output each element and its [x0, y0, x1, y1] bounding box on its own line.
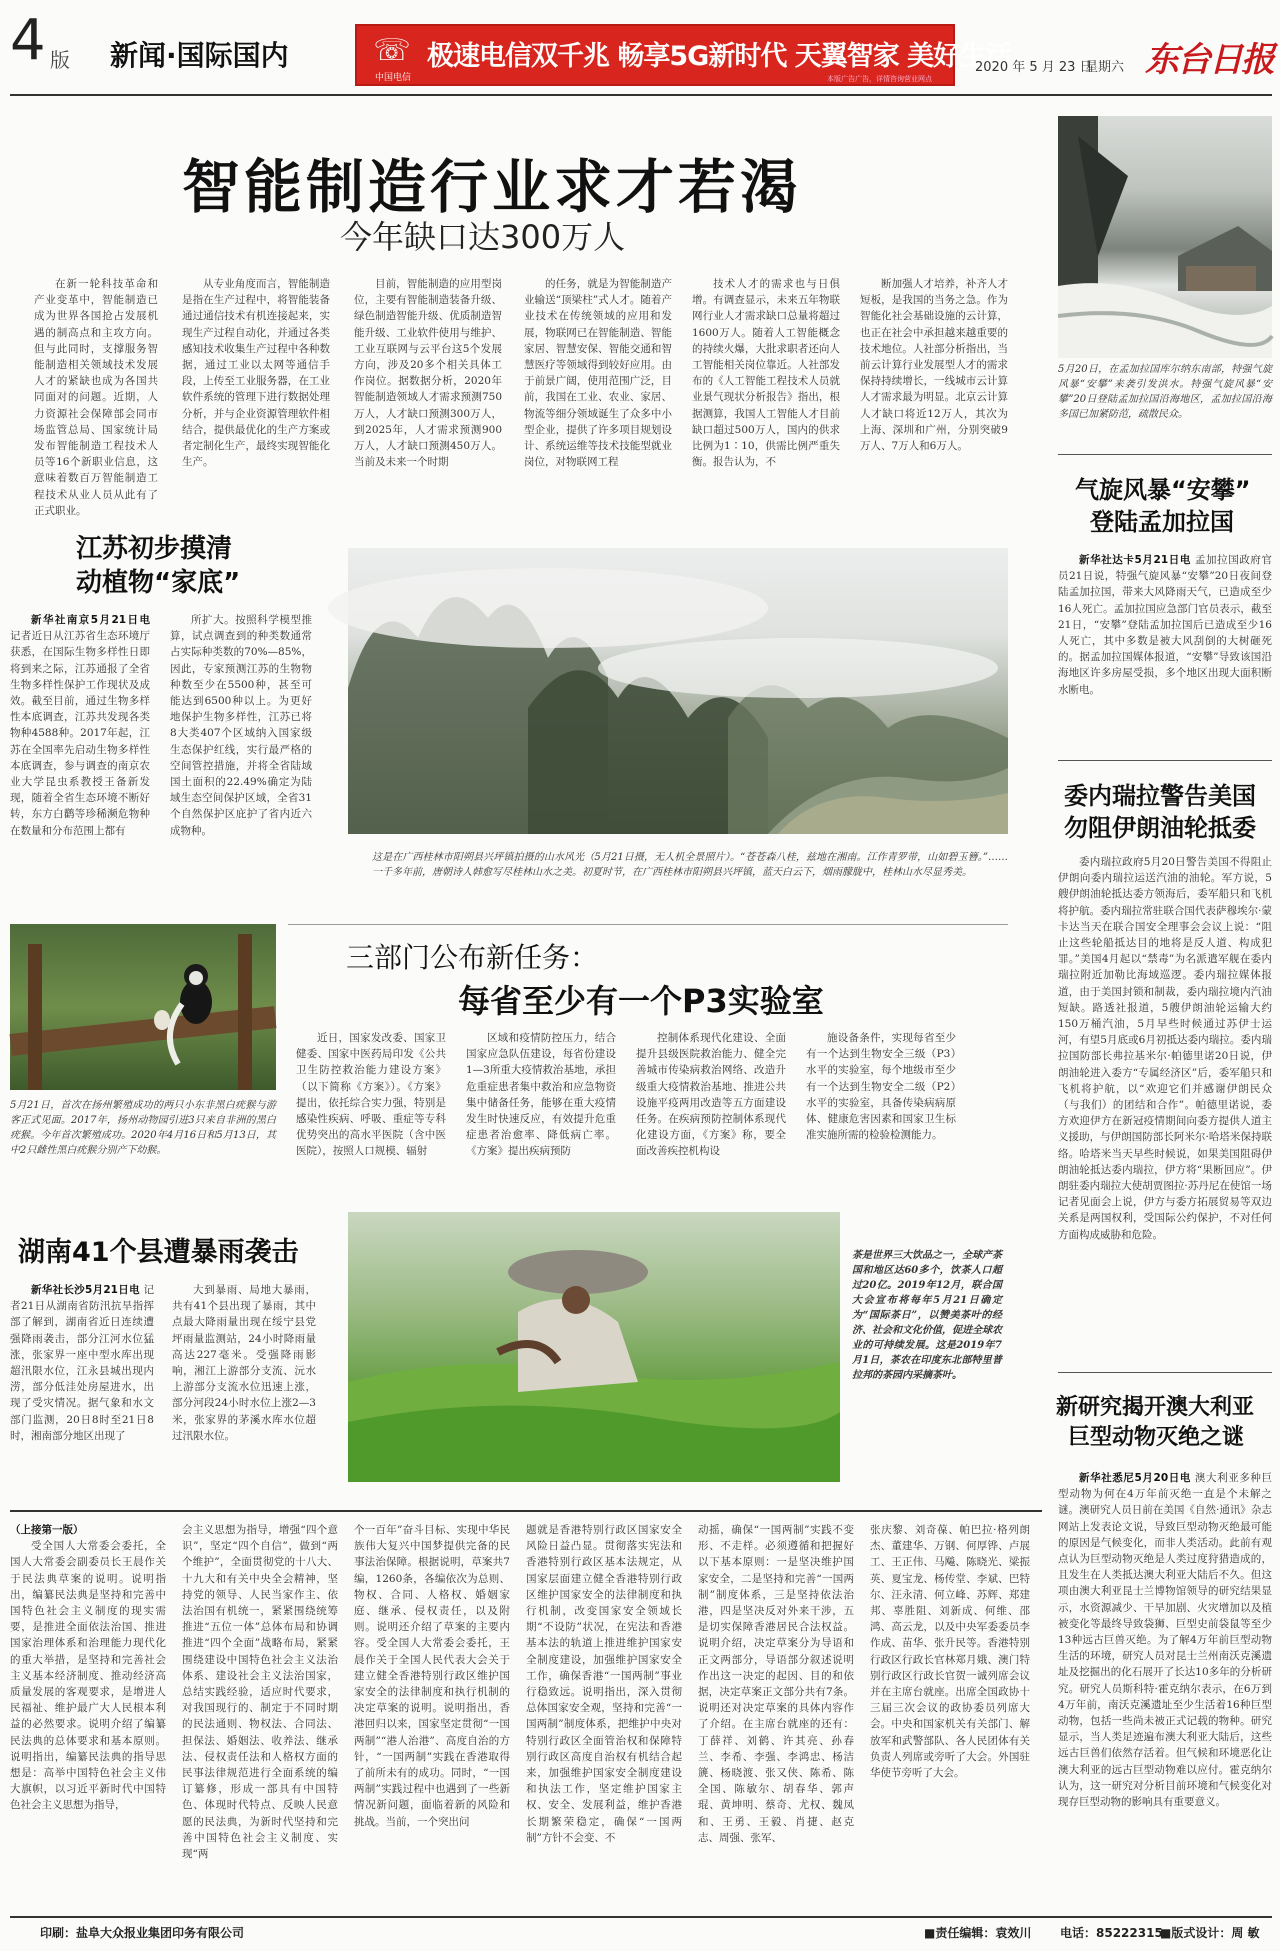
venezuela-rule: [1058, 760, 1272, 761]
issue-date: 2020 年 5 月 23 日: [975, 60, 1093, 75]
jiangsu-col-1: 新华社南京5月21日电 记者近日从江苏省生态环境厅获悉，在国际生物多样性日即将到来之际，江苏通报了全省生物多样性保护工作现状及成效。截至目前，通过生物多样性本底调查，江苏共发现各类物种4588种。2017年起，江苏在全国率先启动生物多样性本底调查，参与调查的南京农业大学昆虫系教授王备新发现，随着全省生态环境不断好转，东方白鹳等珍稀濒危物种在数量和分布范围上都有: [10, 614, 150, 837]
jiangsu-col-2: 所扩大。按照科学模型推算，试点调查到的种类数通常占实际种类数的70%—85%，因此，专家预测江苏的生物物种数至少在5500种，甚至可能达到6500种以上。为更好地保护生物多样性，江苏已将8大类407个区域纳入国家级生态保护红线，实行最严格的空间管控措施，并将全省陆域国土面积的22.49%确定为陆域生态空间保护区域，全省31个自然保护区庇护了省内近六成物种。: [170, 614, 312, 837]
hunan-title: 湖南41个县遭暴雨袭击: [18, 1237, 299, 1268]
cyclone-caption: 5月20日，在孟加拉国库尔纳东南部，特强气旋风暴“安攀”来袭引发洪水。特强气旋风暴“安攀”20日登陆孟加拉国沿海地区，孟加拉国沿海多国已加紧防范，疏散民众。: [1058, 364, 1272, 420]
npc-col-4: 题就是香港特别行政区国家安全风险日益凸显。贯彻落实宪法和香港特别行政区基本法规定，从国家层面建立健全香港特别行政区维护国家安全的法律制度和执行机制，改变国家安全领域长期“不设防”状况，在宪法和香港基本法的轨道上推进维护国家安全制度建设，加强维护国家安全工作，确保香港“一国两制”事业行稳致远。说明指出，深入贯彻总体国家安全观，坚持和完善“一国两制”制度体系，把维护中央对特别行政区全面管治权和保障特别行政区高度自治权有机结合起来，加强维护国家安全制度建设和执法工作，坚定维护国家主权、安全、发展利益，维护香港长期繁荣稳定，确保“一国两制”方针不会变、不: [526, 1524, 682, 1844]
footer-rule: [10, 1916, 1272, 1918]
hunan-col-2: 大到暴雨、局地大暴雨，共有41个县出现了暴雨，其中点最大降雨量出现在绥宁县党坪雨量监测站，24小时降雨量高达227毫米。受强降雨影响，湘江上游部分支流、沅水上游部分支流水位迅速上涨，部分河段24小时水位上涨2—3米，张家界的茅溪水库水位超过汛限水位。: [172, 1284, 316, 1442]
australia-body: 新华社悉尼5月20日电 澳大利亚多种巨型动物为何在4万年前灭绝一直是个未解之谜。澳研究人员日前在美国《自然·通讯》杂志网站上发表论文说，导致巨型动物灭绝最可能的原因是气候变化，而非人类活动。此前有观点认为巨型动物灭绝是人类过度狩猎造成的，且发生在人类抵达澳大利亚大陆后不久。但这项由澳大利亚昆士兰博物馆领导的研究结果显示，水资源减少、干旱加剧、火灾增加以及植被变化等最终导致袋狮、巨型史前袋鼠等至少13种远古巨兽灭绝。为了解4万年前巨型动物生活的环境，研究人员对昆士兰州南沃克溪遗址及挖掘出的化石展开了长达10多年的分析研究。研究人员斯科特·霍克纳尔表示，在6万到4万年前，南沃克溪遗址至少生活着16种巨型动物，包括一些尚未被正式记载的物种。研究显示，当人类足迹遍布澳大利亚大陆后，这些远古巨兽们依然存活着。但气候和环境恶化让澳大利亚的远古巨型动物难以应付。霍克纳尔认为，这一研究对分析目前环境和气候变化对现存巨型动物的影响具有重要意义。: [1058, 1472, 1273, 1809]
p3-col-2: 区域和疫情防控压力，结合国家应急队伍建设，每省份建设1—3所重大疫情救治基地，承担危重症患者集中救治和应急物资集中储备任务，能够在重大疫情发生时快速反应，有效提升危重症患者治愈率、降低病亡率。《方案》提出疾病预防: [466, 1032, 616, 1158]
tea-caption: 茶是世界三大饮品之一，全球产茶国和地区达60多个，饮茶人口超过20亿。2019年12月，联合国大会宣布将每年5月21日确定为“国际茶日”，以赞美茶叶的经济、社会和文化价值，促进全球农业的可持续发展。这是2019年7月1日，茶农在印度东北部特里普拉邦的茶园内采摘茶叶。: [852, 1250, 1002, 1381]
lead-col-3: 目前，智能制造的应用型岗位，主要有智能制造装备升级、绿色制造智能升级、优质制造智能升级、工业软件使用与维护、工业互联网与云平台这5个发展方向，涉及20多个相关具体工作岗位。据数据分析，2020年智能制造领域人才需求预测750万人，人才缺口预测300万人，到2025年，人才需求预测900万人，人才缺口预测450万人。当前及未来一个时期: [354, 278, 502, 469]
monkey-caption: 5月21日，首次在扬州繁殖成功的两只小东非黑白疣猴与游客正式见面。2017年，扬州动物园引进3只来自非洲的黑白疣猴。今年首次繁殖成功。2020年4月16日和5月13日，其中2只雌性黑白疣猴分别产下幼猴。: [10, 1100, 276, 1156]
hunan-dateline: 新华社长沙5月21日电: [31, 1284, 140, 1296]
continued-marker: （上接第一版）: [10, 1524, 84, 1536]
npc-col-3: 个一百年”奋斗目标、实现中华民族伟大复兴中国梦提供完备的民事法治保障。根据说明，草案共7编，1260条，各编依次为总则、物权、合同、人格权、婚姻家庭、继承、侵权责任，以及附则。说明还介绍了草案的主要内容。受全国人大常委会委托，王晨作关于全国人民代表大会关于建立健全香港特别行政区维护国家安全的法律制度和执行机制的决定草案的说明。说明指出，香港回归以来，国家坚定贯彻“一国两制”“港人治港”、高度自治的方针，“一国两制”实践在香港取得了前所未有的成功。同时，“一国两制”实践过程中也遇到了一些新情况新问题，面临着新的风险和挑战。当前，一个突出问: [354, 1524, 510, 1828]
bottom-section-rule: [10, 1510, 1042, 1512]
hunan-col-1: 新华社长沙5月21日电 记者21日从湖南省防汛抗旱指挥部了解到，湖南省近日连续遭强降雨袭击，部分江河水位猛涨，张家界一座中型水库出现超汛限水位，江永县城出现内涝，部分低洼处房屋进水，出现了受灾情况。据气象和水文部门监测，20日8时至21日8时，湘南部分地区出现了: [10, 1284, 154, 1442]
ban-label: 版: [50, 48, 70, 72]
weekday: 星期六: [1085, 60, 1125, 75]
jiangsu-title-2: 动植物“家底”: [76, 568, 241, 598]
venezuela-title-2: 勿阻伊朗油轮抵委: [1064, 814, 1256, 842]
p3-col-1: 近日，国家发改委、国家卫健委、国家中医药局印发《公共卫生防控救治能力建设方案》（以下简称《方案》）。《方案》提出，依托综合实力强，特别是感染性疾病、呼吸、重症等专科优势突出的高水平医院（含中医医院），按照人口规模、辐射: [296, 1032, 446, 1158]
telecom-small: 本版广告广告，详情咨询营业网点: [827, 75, 932, 83]
jiangsu-dateline: 新华社南京5月21日电: [31, 614, 150, 626]
p3-rule-top: [288, 924, 1008, 925]
phone-info: 电话：85222315: [1060, 1926, 1163, 1940]
npc-col-5: 动摇，确保“一国两制”实践不变形、不走样。必须遵循和把握好以下基本原则：一是坚决维护国家安全，二是坚持和完善“一国两制”制度体系，三是坚持依法治港，四是坚决反对外来干涉，五是切实保障香港居民合法权益。说明介绍，决定草案分为导语和正文两部分，导语部分叙述说明作出这一决定的起因、目的和依据，决定草案正文部分共有7条。说明还对决定草案的具体内容作了介绍。在主席台就座的还有：丁薛祥、刘鹤、许其亮、孙春兰、李希、李强、李鸿忠、杨洁篪、杨晓渡、张又侠、陈希、陈全国、陈敏尔、胡春华、郭声琨、黄坤明、蔡奇、尤权、魏凤和、王勇、王毅、肖捷、赵克志、周强、张军、: [698, 1524, 854, 1844]
australia-title-1: 新研究揭开澳大利亚: [1056, 1395, 1255, 1420]
monkey-photo: [10, 924, 276, 1090]
p3-col-4: 施设备条件，实现每省至少有一个达到生物安全三级（P3）水平的实验室，每个地级市至少有一个达到生物安全二级（P2）水平的实验室，具备传染病病原体、健康危害因素和国家卫生标准实施所需的检验检测能力。: [806, 1032, 956, 1142]
telecom-brand: 中国电信: [374, 73, 411, 83]
p3-col-3: 控制体系现代化建设、全面提升县级医院救治能力、健全完善城市传染病救治网络、改造升级重大疫情救治基地、推进公共设施平疫两用改造等五方面建设任务。在疾病预防控制体系现代化建设方面，《方案》称，要全面改善疾控机构设: [636, 1032, 786, 1158]
lead-col-4: 的任务，就是为智能制造产业输送“顶梁柱”式人才。随着产业技术在传统领域的应用和发展，物联网已在智能制造、智能家居、智慧安保、智能交通和智慧医疗等领域得到较好应用。由于前景广阔，使用范围广泛，目前，我国在工业、农业、家居、物流等细分领域诞生了众多中小型企业，提供了许多项目规划设计、系统运维等技术技能型就业岗位，对物联网工程: [524, 278, 672, 469]
header-rule: [10, 94, 1272, 96]
lead-col-6: 断加强人才培养，补齐人才短板，是我国的当务之急。作为智能化社会基础设施的云计算，也正在社会中承担越来越重要的技术地位。人社部分析指出，当前云计算行业发展型人才的需求保持持续增长，一线城市云计算人才需求最为明显。北京云计算人才缺口将近12万人，其次为上海、深圳和广州，分别突破9万人、7万人和6万人。: [860, 278, 1008, 453]
telecom-ad[interactable]: [355, 24, 1012, 86]
venezuela-title-1: 委内瑞拉警告美国: [1064, 782, 1256, 810]
section-title: 新闻·国际国内: [110, 39, 289, 72]
printer-info: 印刷：盐阜大众报业集团印务有限公司: [40, 1926, 245, 1940]
cyclone-rule: [1058, 454, 1272, 455]
lead-col-1: 在新一轮科技革命和产业变革中，智能制造已成为世界各国抢占发展机遇的制高点和主攻方向。但与此同时，支撑服务智能制造相关领域技术发展人才的紧缺也成为各国共同面对的问题。近期，人力资源社会保障部会同市场监管总局、国家统计局发布智能制造工程技术人员等16个新职业信息，这意味着数百万智能制造工程技术从业人员从此有了正式职业。: [34, 278, 158, 517]
p3-title: 每省至少有一个P3实验室: [458, 982, 824, 1020]
npc-col-1: （上接第一版） 受全国人大常委会委托，全国人大常委会副委员长王晨作关于民法典草案的说明。说明指出，编纂民法典是坚持和完善中国特色社会主义制度的现实需要，是推进全面依法治国、推进国家治理体系和治理能力现代化的重大举措，是坚持和完善社会主义基本经济制度、推动经济高质量发展的客观要求，是增进人民福祉、维护最广大人民根本利益的必然要求。说明介绍了编纂民法典的总体要求和基本原则。说明指出，编纂民法典的指导思想是：高举中国特色社会主义伟大旗帜，以习近平新时代中国特色社会主义思想为指导，: [10, 1524, 166, 1812]
lead-title: 智能制造行业求才若渴: [182, 153, 803, 221]
guilin-landscape-photo: [348, 548, 1008, 834]
guilin-caption: 这是在广西桂林市阳朔县兴坪镇拍摄的山水风光（5月21日摄，无人机全景照片）。“苍苍森八桂，兹地在湘南。江作青罗带，山如碧玉簪。”……一千多年前，唐朝诗人韩愈写尽桂林山水之美。初夏时节，在广西桂林市阳朔县兴坪镇，蓝天白云下，烟雨朦胧中，桂林山水尽显秀美。: [372, 852, 1008, 878]
australia-rule: [1058, 1372, 1272, 1373]
tea-picker-photo: [348, 1212, 840, 1482]
cyclone-dateline: 新华社达卡5月21日电: [1079, 554, 1191, 566]
lead-col-2: 从专业角度而言，智能制造是指在生产过程中，将智能装备通过通信技术有机连接起来，实现生产过程自动化，并通过各类感知技术收集生产过程中各种数据，通过工业以太网等通信手段，上传至工业服务器，在工业软件系统的管理下进行数据处理分析，并与企业资源管理软件相结合，提供最优化的生产方案或者定制化生产，最终实现智能化生产。: [182, 278, 330, 469]
cyclone-title-1: 气旋风暴“安攀”: [1075, 476, 1251, 504]
telecom-slogan: 极速电信双千兆 畅享5G新时代 天翼智家 美好生活: [427, 41, 1012, 72]
designer-info: ■版式设计：周 敏: [1160, 1926, 1260, 1940]
cyclone-title-2: 登陆孟加拉国: [1090, 508, 1234, 536]
cyclone-body: 新华社达卡5月21日电 孟加拉国政府官员21日说，特强气旋风暴“安攀”20日夜间登陆孟加拉国，带来大风降雨天气，已造成至少16人死亡。孟加拉国应急部门官员表示，截至21日，“安攀”登陆孟加拉国后已造成至少16人死亡，其中多数是被大风刮倒的大树砸死的。据孟加拉国媒体报道，“安攀”导致该国沿海地区许多房屋受损，多个地区出现大面积断水断电。: [1058, 554, 1273, 696]
australia-dateline: 新华社悉尼5月20日电: [1079, 1472, 1191, 1484]
australia-title-2: 巨型动物灭绝之谜: [1068, 1425, 1245, 1450]
npc-col-2: 会主义思想为指导，增强“四个意识”，坚定“四个自信”，做到“两个维护”，全面贯彻党的十八大、十九大和有关中央全会精神，坚持党的领导、人民当家作主、依法治国有机统一，紧紧围绕统筹推进“五位一体”总体布局和协调推进“四个全面”战略布局，紧紧围绕建设中国特色社会主义法治体系、建设社会主义法治国家，总结实践经验，适应时代要求，对我国现行的、制定于不同时期的民法通则、物权法、合同法、担保法、婚姻法、收养法、继承法、侵权责任法和人格权方面的民事法律规范进行全面系统的编订纂修，形成一部具有中国特色、体现时代特点、反映人民意愿的民法典，为新时代坚持和完善中国特色社会主义制度、实现“两: [182, 1524, 338, 1861]
editor-info: ■责任编辑：袁效川: [924, 1926, 1032, 1940]
cyclone-flood-photo: [1058, 116, 1272, 358]
paper-masthead: 东台日报: [1145, 40, 1273, 80]
lead-col-5: 技术人才的需求也与日俱增。有调查显示，未来五年物联网行业人才需求缺口总量将超过1600万人。随着人工智能概念的持续火爆，大批求职者还向人工智能相关岗位靠近。人社部发布的《人工智能工程技术人员就业景气现状分析报告》指出，根据测算，我国人工智能人才目前缺口超过500万人，国内的供求比例为1∶10，供需比例严重失衡。报告认为，不: [692, 278, 840, 469]
lead-subtitle: 今年缺口达300万人: [340, 218, 626, 256]
telecom-logo-icon: ☏: [373, 33, 411, 68]
jiangsu-title-1: 江苏初步摸清: [76, 534, 233, 564]
npc-col-6: 张庆黎、刘奇葆、帕巴拉·格列朗杰、董建华、万钢、何厚铧、卢展工、王正伟、马飚、陈晓光、梁振英、夏宝龙、杨传堂、李斌、巴特尔、汪永清、何立峰、苏辉、郑建邦、辜胜阻、刘新成、何维、邵鸿、高云龙，以及中央军委委员李作成、苗华、张升民等。香港特别行政区行政长官林郑月娥、澳门特别行政区行政长官贺一诚列席会议并在主席台就座。出席全国政协十三届三次会议的政协委员列席大会。中央和国家机关有关部门、解放军和武警部队、各人民团体有关负责人列席或旁听了大会。外国驻华使节旁听了大会。: [870, 1524, 1030, 1780]
page-number: 4: [10, 8, 46, 73]
p3-kicker: 三部门公布新任务：: [346, 941, 599, 974]
venezuela-body: 委内瑞拉政府5月20日警告美国不得阻止伊朗向委内瑞拉运送汽油的油轮。军方说，5艘伊朗油轮抵达委方领海后，委军船只和飞机将护航。委内瑞拉常驻联合国代表萨穆埃尔·蒙卡达当天在联合国安全理事会会议上说：“阻止这些轮船抵达目的地将是反人道、构成犯罪。”美国4月起以“禁毒”为名派遣军舰在委内瑞拉附近加勒比海域巡逻。委内瑞拉媒体报道，由于美国封锁和制裁，委内瑞拉境内汽油短缺。路透社报道，5艘伊朗油轮运输大约150万桶汽油，5月早些时候通过苏伊士运河，有望5月底或6月初抵达委内瑞拉。委内瑞拉国防部长弗拉基米尔·帕德里诺20日说，伊朗油轮进入委方“专属经济区”后，委军船只和飞机将护航，以“欢迎它们并感谢伊朗民众（与我们）的团结和合作”。帕德里诺说，委方欢迎伊方在新冠疫情期间向委方提供人道主义援助，与伊朗国防部长阿米尔·哈塔米保持联络。哈塔米当天早些时候说，如果美国阻碍伊朗油轮抵达委内瑞拉，伊方将“果断回应”。伊朗驻委内瑞拉大使胡贾图拉·苏丹尼在使馆一场记者见面会上说，伊方与委方拓展贸易等双边关系是两国权利，受国际公约保护，不对任何方面构成威胁和危险。: [1058, 856, 1272, 1241]
